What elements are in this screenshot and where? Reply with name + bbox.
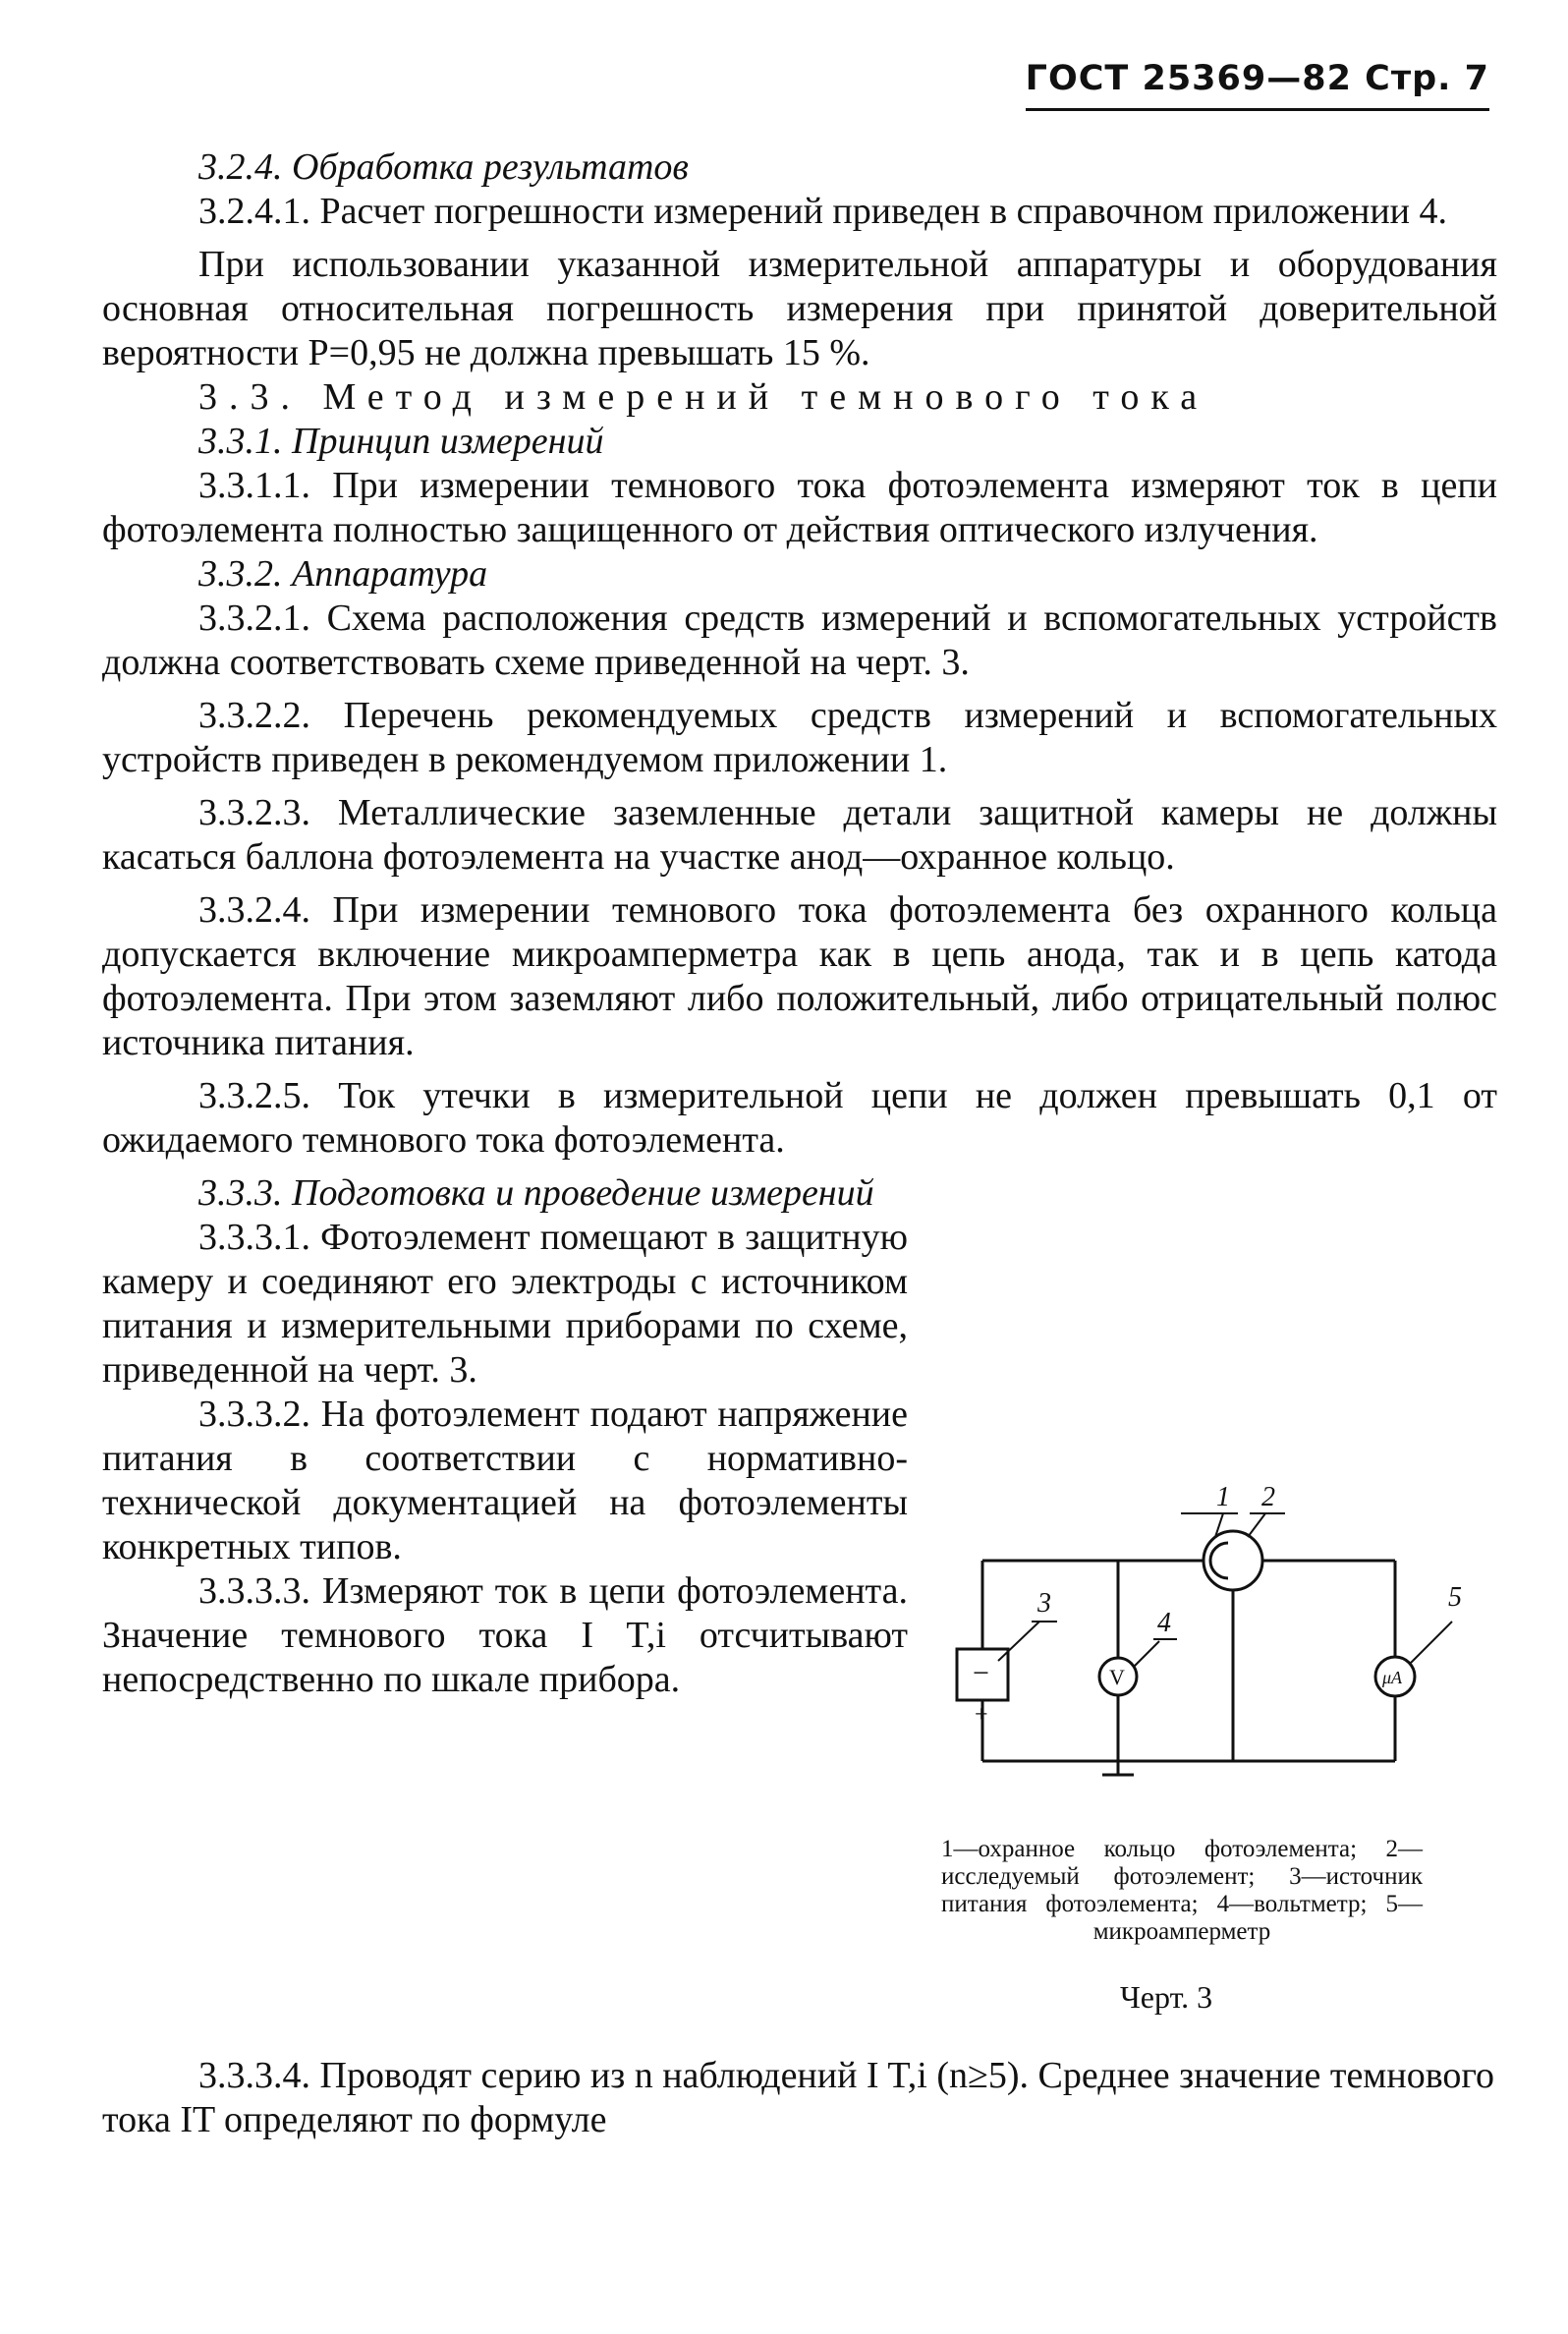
plus-sign: + [975,1702,988,1728]
photocell-cathode [1210,1543,1228,1578]
paragraph-3-3-2-3: 3.3.2.3. Металлические заземленные детали защитной камеры не должны касаться баллона фотоэлемента на участке анод—охранное кольцо. [102,792,1497,878]
paragraph-3-3-3-4: 3.3.3.4. Проводят серию из n наблюдений I T,i (n≥5). Среднее значение темнового тока IT определяют по формуле [102,2055,1495,2140]
paragraph-3-3-1-1: 3.3.1.1. При измерении темнового тока фотоэлемента измеряют ток в цепи фотоэлемента полностью защищенного от действия оптического излучения. [102,465,1497,550]
paragraph-3-3-3-3: 3.3.3.3. Измеряют ток в цепи фотоэлемента. Значение темнового тока I T,i отсчитывают непосредственно по шкале прибора. [102,1570,908,1700]
main-text [102,145,1497,1702]
figure-caption: 1—охранное кольцо фотоэлемента; 2—исследуемый фотоэлемент; 3—источник питания фотоэлемента; 4—вольтметр; 5—микроамперметр [941,1836,1423,1945]
label-3: 3 [1037,1588,1051,1619]
voltmeter-label: V [1109,1665,1125,1689]
paragraph-3-3-2-4: 3.3.2.4. При измерении темнового тока фотоэлемента без охранного кольца допускается включение микроамперметра как в цепь анода, так и в цепь катода фотоэлемента. При этом заземляют либо положительный, либо отрицательный полюс источника питания. [102,889,1497,1063]
label-2: 2 [1261,1482,1275,1512]
paragraph-3-3-2-1: 3.3.2.1. Схема расположения средств измерений и вспомогательных устройств должна соответствовать схеме приведенной на черт. 3. [102,598,1497,683]
circuit-diagram [953,1474,1503,1813]
leader-3 [998,1622,1039,1661]
microammeter-label: μA [1382,1668,1403,1687]
photocell [1204,1531,1262,1590]
label-1: 1 [1216,1482,1230,1512]
page-header: ГОСТ 25369—82 Стр. 7 [1026,59,1489,111]
paragraph-3-3-3-2: 3.3.3.2. На фотоэлемент подают напряжение питания в соответствии с нормативно-технической документацией на фотоэлементы конкретных типов. [102,1394,908,1567]
wrapped-text-block [102,1216,908,1702]
label-4: 4 [1157,1608,1171,1638]
section-3-3-3-heading: 3.3.3. Подготовка и проведение измерений [198,1172,874,1214]
paragraph-3-3-2-2: 3.3.2.2. Перечень рекомендуемых средств измерений и вспомогательных устройств приведен в рекомендуемом приложении 1. [102,695,1497,780]
paragraph-error-limit: При использовании указанной измерительной аппаратуры и оборудования основная относительная погрешность измерения при принятой доверительной вероятности Р=0,95 не должна превышать 15 %. [102,244,1497,373]
circuit-svg [953,1474,1503,1808]
section-3-3-2-heading: 3.3.2. Аппаратура [198,553,488,595]
leader-4 [1134,1641,1159,1667]
section-3-3-heading: 3.3. Метод измерений темнового тока [198,376,1209,418]
paragraph-3-2-4-1: 3.2.4.1. Расчет погрешности измерений приведен в справочном приложении 4. [198,191,1448,232]
paragraph-3-3-3-1: 3.3.3.1. Фотоэлемент помещают в защитную камеру и соединяют его электроды с источником питания и измерительными приборами по схеме, приведенной на черт. 3. [102,1217,908,1391]
leader-2 [1248,1513,1265,1537]
minus-sign: − [973,1657,989,1689]
label-5: 5 [1448,1582,1462,1613]
section-3-2-4-heading: 3.2.4. Обработка результатов [198,146,689,188]
final-text [102,2054,1497,2142]
figure-number: Черт. 3 [1120,1979,1213,2015]
paragraph-3-3-2-5: 3.3.2.5. Ток утечки в измерительной цепи не должен превышать 0,1 от ожидаемого темнового тока фотоэлемента. [102,1075,1497,1161]
leader-5 [1411,1622,1452,1663]
section-3-3-1-heading: 3.3.1. Принцип измерений [198,421,604,462]
